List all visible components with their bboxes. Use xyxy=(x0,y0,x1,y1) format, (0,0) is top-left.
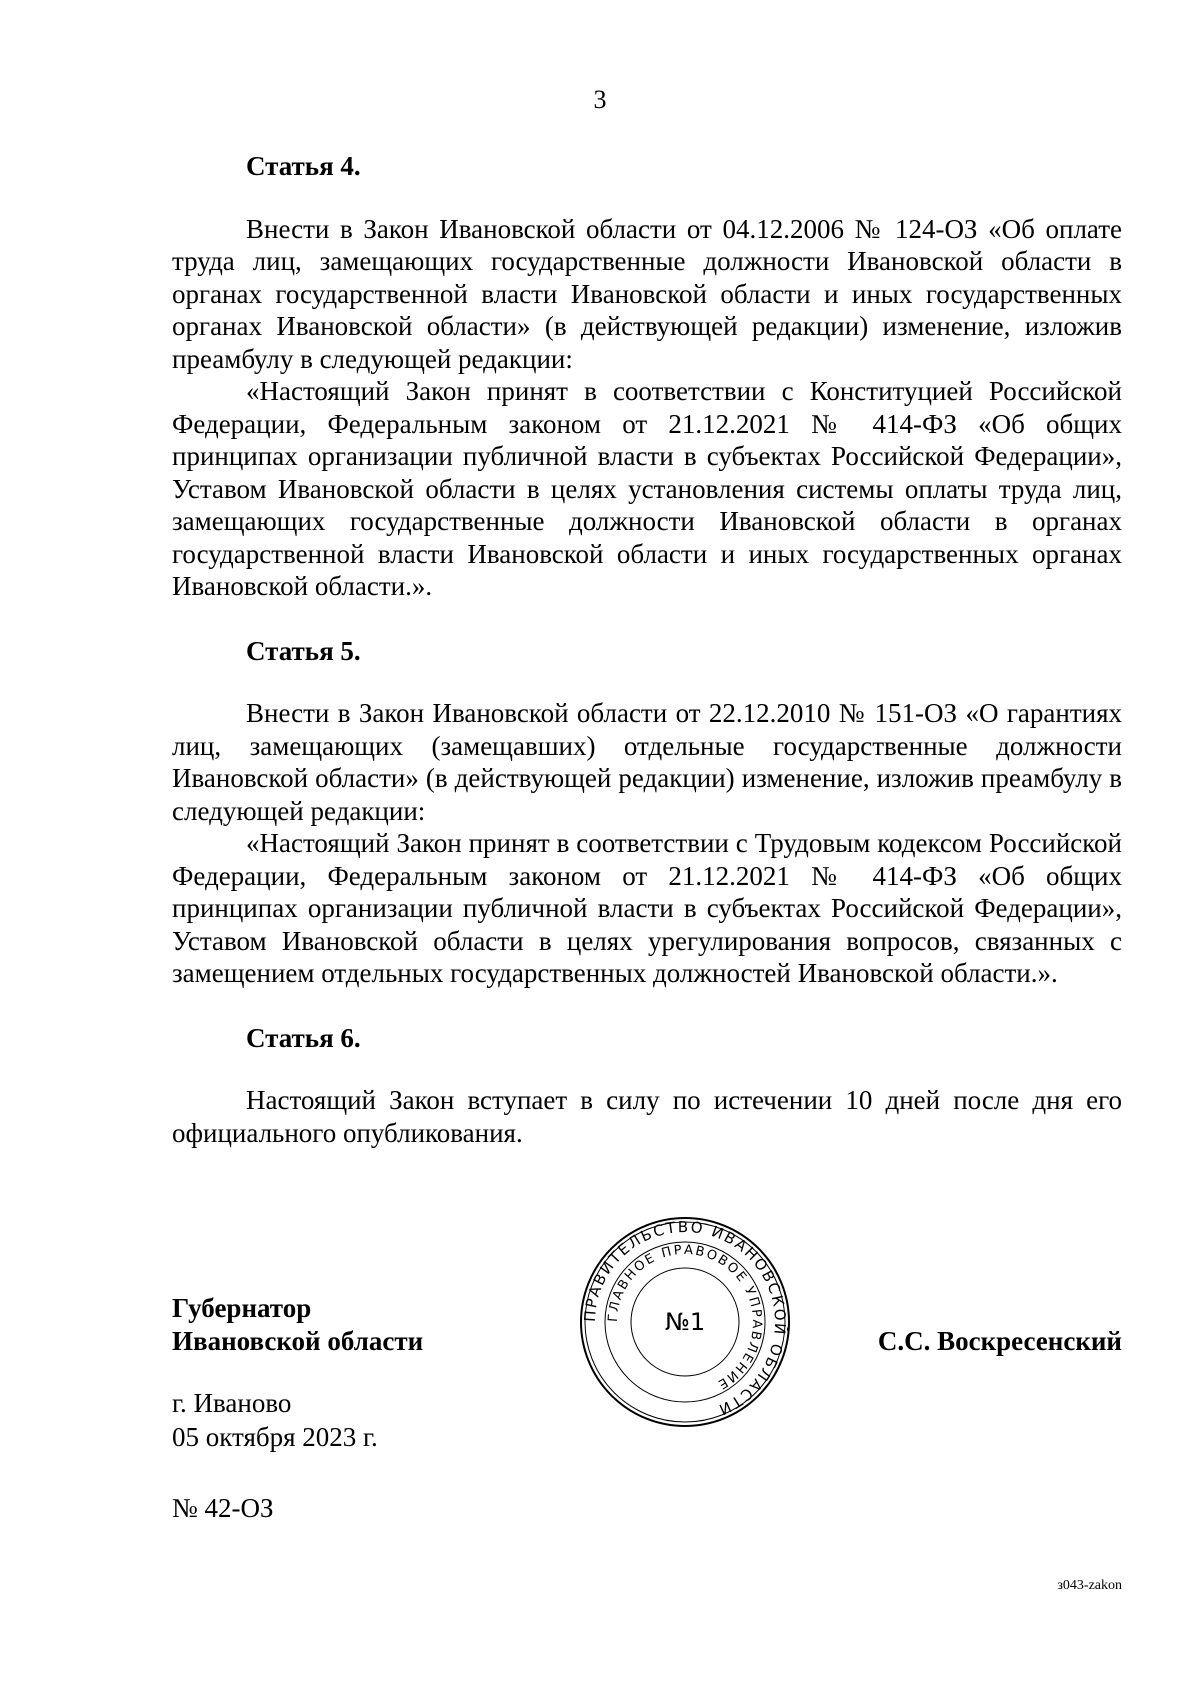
date: 05 октября 2023 г. xyxy=(172,1422,378,1452)
signature-block xyxy=(172,1292,1122,1372)
seal-inner-text: ГЛАВНОЕ ПРАВОВОЕ УПРАВЛЕНИЕ xyxy=(605,1242,765,1393)
article-paragraph: Настоящий Закон вступает в силу по истечении 10 дней после дня его официального опубликования. xyxy=(172,1085,1122,1148)
article-6 xyxy=(172,1022,1122,1150)
seal-ring-text: ПРАВИТЕЛЬСТВО ИВАНОВСКОЙ ОБЛАСТИ xyxy=(580,1217,790,1420)
article-paragraph: «Настоящий Закон принят в соответствии с Трудовым кодексом Российской Федерации, Федеральным законом от 21.12.2021 № 414-ФЗ «Об общих принципах организации публичной власти в субъектах Российской Федерации», Уставом Ивановской области в целях урегулирования вопросов, связанных с замещением отдельных государственных должностей Ивановской области.». xyxy=(172,828,1122,988)
place: г. Иваново xyxy=(172,1388,292,1418)
signatory-name: С.С. Воскресенский xyxy=(877,1326,1122,1356)
article-heading: Статья 4. xyxy=(246,151,361,181)
article-4 xyxy=(172,150,1122,603)
signatory-title xyxy=(172,1292,423,1358)
signatory-title-line1: Губернатор xyxy=(172,1293,312,1323)
law-number: № 42-ОЗ xyxy=(172,1493,274,1523)
article-paragraph: «Настоящий Закон принят в соответствии с Конституцией Российской Федерации, Федеральным законом от 21.12.2021 № 414-ФЗ «Об общих принципах организации публичной власти в субъектах Российской Федерации», Уставом Ивановской области в целях установления системы оплаты труда лиц, замещающих государственные должности Ивановской области в органах государственной власти Ивановской области и иных государственных органах Ивановской области.». xyxy=(172,376,1122,601)
article-heading: Статья 5. xyxy=(246,635,361,666)
article-5 xyxy=(172,635,1122,990)
place-and-date xyxy=(172,1386,378,1454)
article-paragraph: Внести в Закон Ивановской области от 22.12.2010 № 151-ОЗ «О гарантиях лиц, замещающих (замещавших) отдельные государственные должности Ивановской области» (в действующей редакции) изменение, изложив преамбулу в следующей редакции: xyxy=(172,698,1122,826)
article-paragraph: Внести в Закон Ивановской области от 04.12.2006 № 124-ОЗ «Об оплате труда лиц, замещающих государственные должности Ивановской области в органах государственной власти Ивановской области и иных государственных органах Ивановской области» (в действующей редакции) изменение, изложив преамбулу в следующей редакции: xyxy=(172,213,1122,374)
signatory-title-line2: Ивановской области xyxy=(172,1326,424,1356)
article-heading: Статья 6. xyxy=(246,1022,361,1053)
page-number: 3 xyxy=(593,85,607,114)
file-code: з043-zakon xyxy=(1057,1578,1122,1593)
seal-number: №1 xyxy=(664,1308,706,1336)
document-body xyxy=(172,150,1122,1149)
